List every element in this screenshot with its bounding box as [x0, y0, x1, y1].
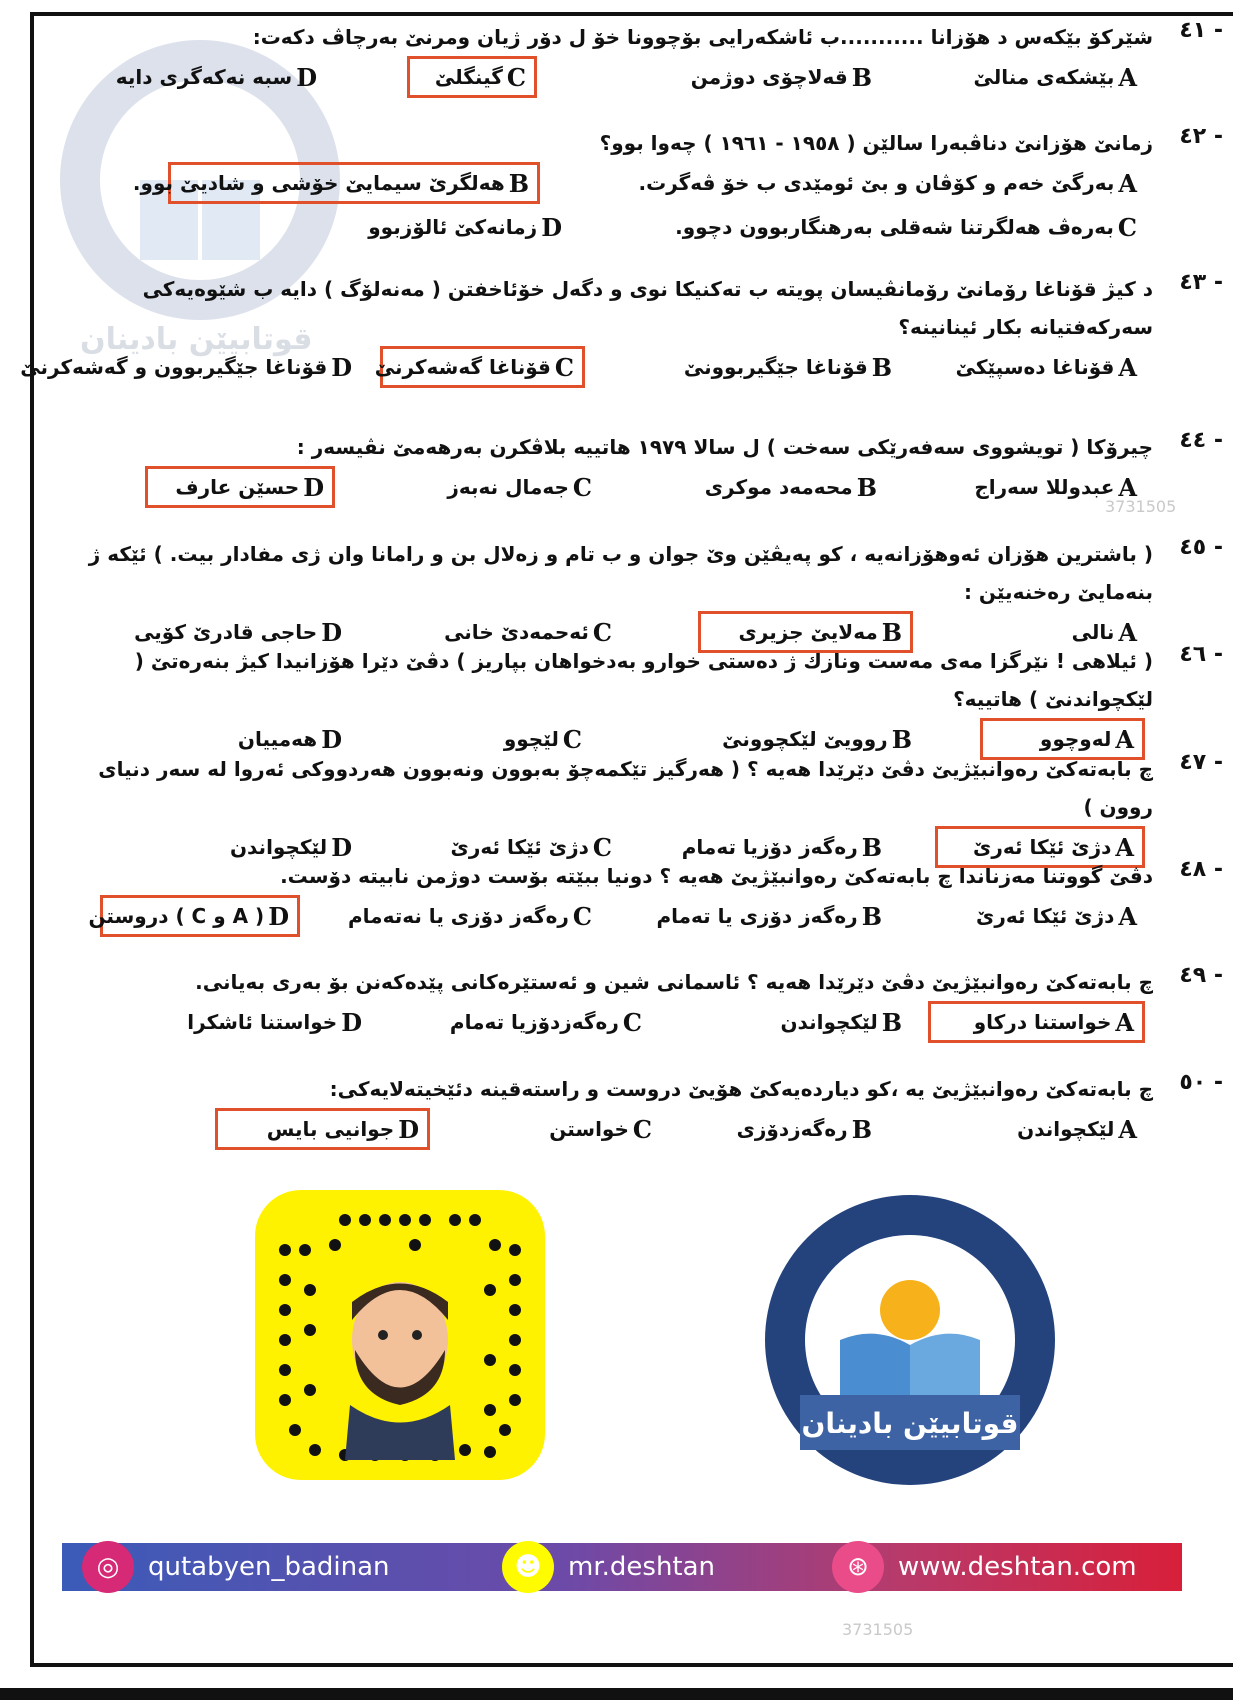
question-text: شێرکۆ بێکەس د هۆزانا ...........ب ئاشکەرایی بۆچوونا خۆ ل دۆر ژیان ومرنێ بەرچاڤ دکەت: [252, 25, 1153, 49]
question-50 [40, 1070, 1223, 1152]
option-b[interactable]: B هەلگرێ سیمایێ خۆشی و شادیێ بوو. [168, 162, 540, 204]
option-b[interactable]: B محەمەد موکری [704, 472, 877, 502]
question-46 [40, 642, 1223, 762]
footer-snapchat[interactable]: ☻ mr.deshtan [502, 1543, 715, 1591]
option-d[interactable]: D قۆناغا جێگیربوون و گەشەکرنێ [20, 352, 352, 382]
question-number: ٤١ - [1179, 18, 1223, 43]
question-43 [20, 270, 1223, 390]
option-c[interactable]: C رەگەز دۆزی یا نەتەمام [348, 901, 592, 931]
qutabyen-badinan-logo [760, 1190, 1060, 1490]
bitmoji-avatar [345, 1282, 455, 1460]
question-number: ٤٦ - [1179, 642, 1223, 667]
option-b[interactable]: B رەگەزدۆزی [736, 1114, 872, 1144]
option-d[interactable]: D حاجی قادرێ کۆیی [134, 617, 342, 647]
option-a[interactable]: A بەرگێ خەم و کۆڤان و بێ ئومێدی ب خۆ ڤەگرت. [638, 168, 1137, 198]
options-row [40, 162, 1153, 206]
option-a[interactable]: A نالی [1071, 617, 1137, 647]
option-d[interactable]: D زمانەکێ ئالۆزبوو [368, 212, 562, 242]
dribbble-icon: ⊛ [832, 1541, 884, 1593]
option-b[interactable]: B قەلاچۆی دوژمن [690, 62, 872, 92]
option-a[interactable]: A دژێ ئێکا ئەرێ [935, 826, 1145, 868]
options-row [20, 346, 1153, 390]
document-id: 3731505 [1105, 497, 1177, 516]
option-a[interactable]: A بێشکەی منالێ [973, 62, 1137, 92]
option-d[interactable]: D خواستنا ئاشکرا [187, 1007, 362, 1037]
snapchat-icon: ☻ [502, 1541, 554, 1593]
question-text: ( باشترین هۆزان ئەوهۆزانەیە ، کو پەیڤێن وێ جوان و ب تام و زەلال بن و رامانا وان ژی مفادار بیت. ) ئێکە ژ بنەمایێ رەخنەیێن : [88, 542, 1153, 604]
option-a[interactable]: A دژێ ئێکا ئەرێ [976, 901, 1137, 931]
question-number: ٥٠ - [1179, 1070, 1223, 1095]
options-row [40, 206, 1153, 250]
option-b[interactable]: B رەگەز دۆزیا تەمام [681, 832, 882, 862]
question-text: چیرۆکا ( تویشووی سەفەرێکی سەخت ) ل سالا ١٩٧٩ هاتییە بلاڤکرن بەرهەمێ نڤیسەر : [296, 435, 1153, 459]
option-a[interactable]: A لەوچوو [980, 718, 1145, 760]
question-text: ( ئیلاهی ! نێرگزا مەی مەست ونازك ژ دەستی خوارو بەدخواهان بپاریز ) دڤێ دێرا هۆزانیدا کیژ بنەرەتێ ( لێکچواندنێ ) هاتییە؟ [134, 649, 1153, 711]
option-c[interactable]: C جەمال نەبەز [447, 472, 592, 502]
option-c[interactable]: C دژێ ئێکا ئەرێ [450, 832, 612, 862]
option-d[interactable]: D ( A و C ) دروستن [100, 895, 300, 937]
question-number: ٤٣ - [1179, 270, 1223, 295]
option-c[interactable]: C لێچوو [503, 724, 582, 754]
footer-website[interactable]: ⊛ www.deshtan.com [832, 1543, 1137, 1591]
question-text: زمانێ هۆزانێ دناڤبەرا سالێن ( ١٩٥٨ - ١٩٦١ ) چەوا بوو؟ [599, 131, 1153, 155]
option-a[interactable]: A عبدوللا سەراج [974, 472, 1137, 502]
option-d[interactable]: D حسێن عارف [145, 466, 335, 508]
question-49 [40, 963, 1223, 1045]
options-row [40, 56, 1153, 100]
option-c[interactable]: C قۆناغا گەشەکرنێ [380, 346, 585, 388]
option-d[interactable]: D جوانیی بایس [215, 1108, 430, 1150]
option-c[interactable]: C ئەحمەدێ خانی [444, 617, 612, 647]
option-d[interactable]: D هەمییان [237, 724, 342, 754]
options-row [40, 895, 1153, 939]
option-c[interactable]: C گینگلێ [407, 56, 537, 98]
question-text: چ بابەتەکێ رەوانبێژیێ دڤێ دێرێدا هەیە ؟ ( هەرگیز تێکمەچۆ بەبوون ونەبوون هەردووکی ئەروا لە سەر دنیای روون ) [98, 757, 1153, 819]
option-b[interactable]: B روویێ لێکچوونێ [722, 724, 912, 754]
option-b[interactable]: B لێکچواندن [780, 1007, 902, 1037]
sun-icon [880, 1280, 940, 1340]
question-text: چ بابەتەکێ رەوانبێژیێ دڤێ دێرێدا هەیە ؟ ئاسمانی شین و ئەستێرەکانی پێدەکەنن بۆ بەری بەیانی. [195, 970, 1153, 994]
option-d[interactable]: D لێکچواندن [229, 832, 352, 862]
options-row [40, 466, 1153, 510]
question-number: ٤٨ - [1179, 857, 1223, 882]
question-number: ٤٥ - [1179, 535, 1223, 560]
options-row [40, 1001, 1153, 1045]
question-text: دڤێ گووتنا مەزناندا چ بابەتەکێ رەوانبێژیێ هەیە ؟ دونیا ببێتە بۆست دوژمن نابیتە دۆست. [280, 864, 1153, 888]
bottom-edge [0, 1688, 1233, 1700]
logo-name: قوتابیێن بادینان [801, 1407, 1019, 1440]
footer-instagram[interactable]: ◎ qutabyen_badinan [82, 1543, 390, 1591]
option-b[interactable]: B رەگەز دۆزی یا تەمام [656, 901, 882, 931]
option-a[interactable]: A لێکچواندن [1017, 1114, 1137, 1144]
option-c[interactable]: C رەگەزدۆزیا تەمام [449, 1007, 642, 1037]
option-a[interactable]: A قۆناغا دەسپێکێ [955, 352, 1137, 382]
option-a[interactable]: A خواستنا درکاو [928, 1001, 1145, 1043]
question-48 [40, 857, 1223, 939]
option-d[interactable]: D سبە نەکەگری دایە [115, 62, 317, 92]
question-41 [40, 18, 1223, 100]
instagram-icon: ◎ [82, 1541, 134, 1593]
footer-bar [62, 1543, 1182, 1591]
snapcode-dots [255, 1190, 545, 1480]
question-number: ٤٧ - [1179, 750, 1223, 775]
question-text: د کیژ قۆناغا رۆمانێ رۆمانڤیسان پویتە ب تەکنیکا نوی و دگەل خۆئاخفتن ( مەنەلۆگ ) دایە ب شێوەیەکی سەرکەفتیانە بکار ئینانینە؟ [142, 277, 1153, 339]
question-text: چ بابەتەکێ رەوانبێژیێ یە ،کو دیاردەیەکێ هۆیێ دروست و راستەقینە دئێخیتەلایەکی: [329, 1077, 1153, 1101]
snapcode[interactable] [255, 1190, 545, 1480]
question-number: ٤٩ - [1179, 963, 1223, 988]
question-42 [40, 124, 1223, 250]
question-number: ٤٤ - [1179, 428, 1223, 453]
watermark-name: قوتابیێن بادینان [80, 322, 313, 357]
question-number: ٤٢ - [1179, 124, 1223, 149]
options-row [40, 1108, 1153, 1152]
option-b[interactable]: B مەلایێ جزیری [698, 611, 913, 653]
option-c[interactable]: C بەرەڤ هەلگرتنا شەقلی بەرهنگاربوون دچوو. [675, 212, 1137, 242]
option-b[interactable]: B قۆناغا جێگیربوونێ [683, 352, 892, 382]
option-c[interactable]: C خواستن [549, 1114, 652, 1144]
document-id-bottom: 3731505 [842, 1620, 914, 1639]
